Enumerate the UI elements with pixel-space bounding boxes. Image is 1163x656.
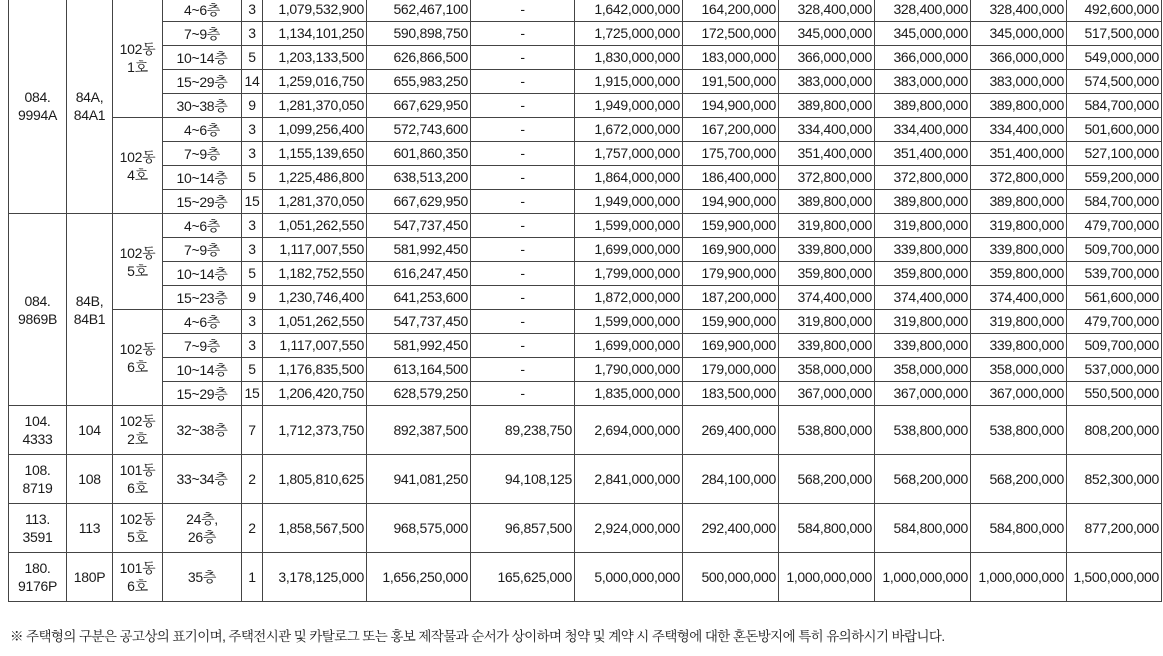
- interim-payment-3-cell: 345,000,000: [971, 22, 1067, 46]
- balance-payment-cell: 550,500,000: [1067, 382, 1162, 406]
- land-price-cell: 1,051,262,550: [263, 214, 367, 238]
- building-price-cell: 613,164,500: [367, 358, 471, 382]
- building-price-cell: 941,081,250: [367, 455, 471, 504]
- floor-range-cell: 10~14층: [163, 166, 242, 190]
- total-price-cell: 1,599,000,000: [575, 214, 683, 238]
- total-price-cell: 1,790,000,000: [575, 358, 683, 382]
- table-row: [9, 94, 1162, 118]
- interim-payment-3-cell: 383,000,000: [971, 70, 1067, 94]
- land-price-cell: 3,178,125,000: [263, 553, 367, 602]
- interim-payment-2-cell: 367,000,000: [875, 382, 971, 406]
- table-row: [9, 406, 1162, 455]
- contract-deposit-cell: 169,900,000: [683, 334, 779, 358]
- land-price-cell: 1,155,139,650: [263, 142, 367, 166]
- balance-payment-cell: 559,200,000: [1067, 166, 1162, 190]
- unit-count-cell: 15: [242, 190, 263, 214]
- total-price-cell: 1,725,000,000: [575, 22, 683, 46]
- housing-type-cell: 084. 9869B: [9, 214, 67, 406]
- floor-range-cell: 35층: [163, 553, 242, 602]
- table-row: [9, 166, 1162, 190]
- unit-count-cell: 15: [242, 382, 263, 406]
- interim-payment-2-cell: 372,800,000: [875, 166, 971, 190]
- vat-cell: -: [471, 190, 575, 214]
- balance-payment-cell: 584,700,000: [1067, 94, 1162, 118]
- unit-line-cell: 102동 5호: [113, 214, 163, 310]
- floor-range-cell: 4~6층: [163, 214, 242, 238]
- building-price-cell: 581,992,450: [367, 334, 471, 358]
- building-price-cell: 616,247,450: [367, 262, 471, 286]
- contract-deposit-cell: 186,400,000: [683, 166, 779, 190]
- land-price-cell: 1,176,835,500: [263, 358, 367, 382]
- building-price-cell: 892,387,500: [367, 406, 471, 455]
- unit-count-cell: 5: [242, 358, 263, 382]
- contract-deposit-cell: 269,400,000: [683, 406, 779, 455]
- building-price-cell: 572,743,600: [367, 118, 471, 142]
- housing-type-cell: 113. 3591: [9, 504, 67, 553]
- floor-range-cell: 15~23층: [163, 286, 242, 310]
- balance-payment-cell: 549,000,000: [1067, 46, 1162, 70]
- total-price-cell: 1,642,000,000: [575, 0, 683, 22]
- land-price-cell: 1,051,262,550: [263, 310, 367, 334]
- table-row: [9, 286, 1162, 310]
- building-price-cell: 667,629,950: [367, 190, 471, 214]
- table-row: [9, 190, 1162, 214]
- unit-count-cell: 3: [242, 118, 263, 142]
- vat-cell: -: [471, 22, 575, 46]
- unit-count-cell: 9: [242, 286, 263, 310]
- interim-payment-3-cell: 389,800,000: [971, 94, 1067, 118]
- land-price-cell: 1,230,746,400: [263, 286, 367, 310]
- unit-line-cell: 102동 5호: [113, 504, 163, 553]
- total-price-cell: 1,699,000,000: [575, 334, 683, 358]
- interim-payment-2-cell: 319,800,000: [875, 310, 971, 334]
- floor-range-cell: 4~6층: [163, 0, 242, 22]
- interim-payment-2-cell: 389,800,000: [875, 94, 971, 118]
- unit-count-cell: 5: [242, 166, 263, 190]
- vat-cell: -: [471, 358, 575, 382]
- table-row: [9, 455, 1162, 504]
- contract-deposit-cell: 194,900,000: [683, 190, 779, 214]
- table-row: [9, 358, 1162, 382]
- total-price-cell: 1,599,000,000: [575, 310, 683, 334]
- contract-deposit-cell: 194,900,000: [683, 94, 779, 118]
- balance-payment-cell: 539,700,000: [1067, 262, 1162, 286]
- total-price-cell: 1,830,000,000: [575, 46, 683, 70]
- vat-cell: 89,238,750: [471, 406, 575, 455]
- total-price-cell: 1,915,000,000: [575, 70, 683, 94]
- contract-deposit-cell: 292,400,000: [683, 504, 779, 553]
- table-row: [9, 142, 1162, 166]
- interim-payment-3-cell: 319,800,000: [971, 214, 1067, 238]
- interim-payment-3-cell: 358,000,000: [971, 358, 1067, 382]
- unit-line-cell: 102동 6호: [113, 310, 163, 406]
- vat-cell: -: [471, 238, 575, 262]
- total-price-cell: 1,864,000,000: [575, 166, 683, 190]
- interim-payment-1-cell: 372,800,000: [779, 166, 875, 190]
- interim-payment-2-cell: 383,000,000: [875, 70, 971, 94]
- floor-range-cell: 10~14층: [163, 46, 242, 70]
- interim-payment-3-cell: 328,400,000: [971, 0, 1067, 22]
- vat-cell: -: [471, 214, 575, 238]
- interim-payment-1-cell: 1,000,000,000: [779, 553, 875, 602]
- building-price-cell: 968,575,000: [367, 504, 471, 553]
- building-price-cell: 641,253,600: [367, 286, 471, 310]
- interim-payment-3-cell: 319,800,000: [971, 310, 1067, 334]
- balance-payment-cell: 877,200,000: [1067, 504, 1162, 553]
- contract-deposit-cell: 172,500,000: [683, 22, 779, 46]
- unit-count-cell: 3: [242, 334, 263, 358]
- balance-payment-cell: 501,600,000: [1067, 118, 1162, 142]
- contract-deposit-cell: 179,000,000: [683, 358, 779, 382]
- contract-deposit-cell: 169,900,000: [683, 238, 779, 262]
- floor-range-cell: 30~38층: [163, 94, 242, 118]
- balance-payment-cell: 808,200,000: [1067, 406, 1162, 455]
- unit-count-cell: 1: [242, 553, 263, 602]
- footnote: ※ 주택형의 구분은 공고상의 표기이며, 주택전시관 및 카탈로그 또는 홍보 제작물과 순서가 상이하며 청약 및 계약 시 주택형에 대한 혼돈방지에 특히 유의하시기 바랍니다.: [10, 629, 945, 644]
- land-price-cell: 1,281,370,050: [263, 190, 367, 214]
- table-row: [9, 553, 1162, 602]
- interim-payment-2-cell: 358,000,000: [875, 358, 971, 382]
- unit-count-cell: 3: [242, 238, 263, 262]
- interim-payment-2-cell: 345,000,000: [875, 22, 971, 46]
- building-price-cell: 581,992,450: [367, 238, 471, 262]
- vat-cell: -: [471, 262, 575, 286]
- table-row: [9, 238, 1162, 262]
- contract-deposit-cell: 164,200,000: [683, 0, 779, 22]
- table-row: [9, 70, 1162, 94]
- balance-payment-cell: 1,500,000,000: [1067, 553, 1162, 602]
- vat-cell: 94,108,125: [471, 455, 575, 504]
- interim-payment-2-cell: 366,000,000: [875, 46, 971, 70]
- building-price-cell: 638,513,200: [367, 166, 471, 190]
- floor-range-cell: 15~29층: [163, 190, 242, 214]
- interim-payment-1-cell: 345,000,000: [779, 22, 875, 46]
- table-row: [9, 118, 1162, 142]
- interim-payment-1-cell: 367,000,000: [779, 382, 875, 406]
- model-cell: 108: [67, 455, 113, 504]
- land-price-cell: 1,182,752,550: [263, 262, 367, 286]
- unit-count-cell: 2: [242, 455, 263, 504]
- model-cell: 113: [67, 504, 113, 553]
- interim-payment-2-cell: 538,800,000: [875, 406, 971, 455]
- model-cell: 180P: [67, 553, 113, 602]
- interim-payment-1-cell: 366,000,000: [779, 46, 875, 70]
- building-price-cell: 626,866,500: [367, 46, 471, 70]
- floor-range-cell: 10~14층: [163, 358, 242, 382]
- interim-payment-3-cell: 1,000,000,000: [971, 553, 1067, 602]
- price-table-body: [9, 0, 1162, 602]
- table-row: [9, 214, 1162, 238]
- floor-range-cell: 24층, 26층: [163, 504, 242, 553]
- balance-payment-cell: 537,000,000: [1067, 358, 1162, 382]
- balance-payment-cell: 509,700,000: [1067, 238, 1162, 262]
- unit-count-cell: 14: [242, 70, 263, 94]
- floor-range-cell: 15~29층: [163, 382, 242, 406]
- interim-payment-1-cell: 374,400,000: [779, 286, 875, 310]
- vat-cell: -: [471, 382, 575, 406]
- model-cell: 104: [67, 406, 113, 455]
- vat-cell: -: [471, 166, 575, 190]
- interim-payment-2-cell: 584,800,000: [875, 504, 971, 553]
- balance-payment-cell: 561,600,000: [1067, 286, 1162, 310]
- vat-cell: -: [471, 310, 575, 334]
- total-price-cell: 2,924,000,000: [575, 504, 683, 553]
- housing-type-cell: 180. 9176P: [9, 553, 67, 602]
- contract-deposit-cell: 175,700,000: [683, 142, 779, 166]
- floor-range-cell: 4~6층: [163, 310, 242, 334]
- interim-payment-1-cell: 584,800,000: [779, 504, 875, 553]
- table-row: [9, 0, 1162, 22]
- housing-type-cell: 084. 9994A: [9, 0, 67, 214]
- interim-payment-3-cell: 339,800,000: [971, 334, 1067, 358]
- floor-range-cell: 7~9층: [163, 22, 242, 46]
- unit-line-cell: 102동 2호: [113, 406, 163, 455]
- floor-range-cell: 32~38층: [163, 406, 242, 455]
- interim-payment-1-cell: 568,200,000: [779, 455, 875, 504]
- total-price-cell: 2,841,000,000: [575, 455, 683, 504]
- land-price-cell: 1,281,370,050: [263, 94, 367, 118]
- total-price-cell: 1,672,000,000: [575, 118, 683, 142]
- interim-payment-1-cell: 358,000,000: [779, 358, 875, 382]
- balance-payment-cell: 574,500,000: [1067, 70, 1162, 94]
- floor-range-cell: 33~34층: [163, 455, 242, 504]
- interim-payment-2-cell: 568,200,000: [875, 455, 971, 504]
- interim-payment-2-cell: 359,800,000: [875, 262, 971, 286]
- table-row: [9, 22, 1162, 46]
- contract-deposit-cell: 187,200,000: [683, 286, 779, 310]
- table-row: [9, 504, 1162, 553]
- contract-deposit-cell: 159,900,000: [683, 214, 779, 238]
- unit-count-cell: 9: [242, 94, 263, 118]
- land-price-cell: 1,099,256,400: [263, 118, 367, 142]
- vat-cell: -: [471, 94, 575, 118]
- floor-range-cell: 7~9층: [163, 334, 242, 358]
- floor-range-cell: 7~9층: [163, 238, 242, 262]
- interim-payment-1-cell: 383,000,000: [779, 70, 875, 94]
- housing-type-cell: 108. 8719: [9, 455, 67, 504]
- balance-payment-cell: 509,700,000: [1067, 334, 1162, 358]
- interim-payment-3-cell: 334,400,000: [971, 118, 1067, 142]
- unit-count-cell: 3: [242, 310, 263, 334]
- balance-payment-cell: 852,300,000: [1067, 455, 1162, 504]
- price-table: [8, 0, 1162, 602]
- interim-payment-2-cell: 1,000,000,000: [875, 553, 971, 602]
- balance-payment-cell: 527,100,000: [1067, 142, 1162, 166]
- balance-payment-cell: 492,600,000: [1067, 0, 1162, 22]
- unit-count-cell: 5: [242, 262, 263, 286]
- building-price-cell: 628,579,250: [367, 382, 471, 406]
- contract-deposit-cell: 191,500,000: [683, 70, 779, 94]
- unit-line-cell: 101동 6호: [113, 455, 163, 504]
- contract-deposit-cell: 500,000,000: [683, 553, 779, 602]
- land-price-cell: 1,712,373,750: [263, 406, 367, 455]
- table-row: [9, 310, 1162, 334]
- interim-payment-1-cell: 334,400,000: [779, 118, 875, 142]
- unit-count-cell: 3: [242, 142, 263, 166]
- table-row: [9, 262, 1162, 286]
- building-price-cell: 562,467,100: [367, 0, 471, 22]
- balance-payment-cell: 479,700,000: [1067, 310, 1162, 334]
- land-price-cell: 1,206,420,750: [263, 382, 367, 406]
- balance-payment-cell: 479,700,000: [1067, 214, 1162, 238]
- vat-cell: -: [471, 142, 575, 166]
- table-row: [9, 334, 1162, 358]
- vat-cell: -: [471, 70, 575, 94]
- vat-cell: 96,857,500: [471, 504, 575, 553]
- land-price-cell: 1,805,810,625: [263, 455, 367, 504]
- unit-line-cell: 102동 4호: [113, 118, 163, 214]
- interim-payment-3-cell: 372,800,000: [971, 166, 1067, 190]
- table-row: [9, 382, 1162, 406]
- floor-range-cell: 7~9층: [163, 142, 242, 166]
- table-row: [9, 46, 1162, 70]
- total-price-cell: 1,757,000,000: [575, 142, 683, 166]
- vat-cell: -: [471, 46, 575, 70]
- interim-payment-2-cell: 328,400,000: [875, 0, 971, 22]
- total-price-cell: 1,835,000,000: [575, 382, 683, 406]
- land-price-cell: 1,203,133,500: [263, 46, 367, 70]
- land-price-cell: 1,858,567,500: [263, 504, 367, 553]
- interim-payment-3-cell: 351,400,000: [971, 142, 1067, 166]
- balance-payment-cell: 517,500,000: [1067, 22, 1162, 46]
- land-price-cell: 1,117,007,550: [263, 334, 367, 358]
- interim-payment-1-cell: 389,800,000: [779, 94, 875, 118]
- interim-payment-2-cell: 374,400,000: [875, 286, 971, 310]
- interim-payment-1-cell: 359,800,000: [779, 262, 875, 286]
- interim-payment-1-cell: 328,400,000: [779, 0, 875, 22]
- housing-type-cell: 104. 4333: [9, 406, 67, 455]
- floor-range-cell: 15~29층: [163, 70, 242, 94]
- contract-deposit-cell: 167,200,000: [683, 118, 779, 142]
- balance-payment-cell: 584,700,000: [1067, 190, 1162, 214]
- model-cell: 84B, 84B1: [67, 214, 113, 406]
- interim-payment-3-cell: 538,800,000: [971, 406, 1067, 455]
- total-price-cell: 1,949,000,000: [575, 190, 683, 214]
- vat-cell: -: [471, 286, 575, 310]
- building-price-cell: 601,860,350: [367, 142, 471, 166]
- interim-payment-2-cell: 351,400,000: [875, 142, 971, 166]
- land-price-cell: 1,134,101,250: [263, 22, 367, 46]
- interim-payment-2-cell: 389,800,000: [875, 190, 971, 214]
- interim-payment-2-cell: 339,800,000: [875, 238, 971, 262]
- contract-deposit-cell: 179,900,000: [683, 262, 779, 286]
- unit-line-cell: 102동 1호: [113, 0, 163, 118]
- vat-cell: -: [471, 118, 575, 142]
- vat-cell: -: [471, 0, 575, 22]
- interim-payment-3-cell: 374,400,000: [971, 286, 1067, 310]
- contract-deposit-cell: 183,000,000: [683, 46, 779, 70]
- unit-count-cell: 7: [242, 406, 263, 455]
- land-price-cell: 1,225,486,800: [263, 166, 367, 190]
- building-price-cell: 667,629,950: [367, 94, 471, 118]
- interim-payment-3-cell: 584,800,000: [971, 504, 1067, 553]
- interim-payment-2-cell: 339,800,000: [875, 334, 971, 358]
- interim-payment-1-cell: 339,800,000: [779, 334, 875, 358]
- total-price-cell: 1,699,000,000: [575, 238, 683, 262]
- land-price-cell: 1,259,016,750: [263, 70, 367, 94]
- interim-payment-2-cell: 334,400,000: [875, 118, 971, 142]
- vat-cell: 165,625,000: [471, 553, 575, 602]
- floor-range-cell: 10~14층: [163, 262, 242, 286]
- interim-payment-3-cell: 339,800,000: [971, 238, 1067, 262]
- total-price-cell: 1,949,000,000: [575, 94, 683, 118]
- total-price-cell: 2,694,000,000: [575, 406, 683, 455]
- vat-cell: -: [471, 334, 575, 358]
- total-price-cell: 1,872,000,000: [575, 286, 683, 310]
- interim-payment-1-cell: 319,800,000: [779, 214, 875, 238]
- interim-payment-3-cell: 389,800,000: [971, 190, 1067, 214]
- contract-deposit-cell: 183,500,000: [683, 382, 779, 406]
- building-price-cell: 655,983,250: [367, 70, 471, 94]
- model-cell: 84A, 84A1: [67, 0, 113, 214]
- interim-payment-1-cell: 351,400,000: [779, 142, 875, 166]
- contract-deposit-cell: 284,100,000: [683, 455, 779, 504]
- building-price-cell: 547,737,450: [367, 310, 471, 334]
- interim-payment-2-cell: 319,800,000: [875, 214, 971, 238]
- building-price-cell: 547,737,450: [367, 214, 471, 238]
- total-price-cell: 5,000,000,000: [575, 553, 683, 602]
- interim-payment-1-cell: 389,800,000: [779, 190, 875, 214]
- unit-count-cell: 3: [242, 0, 263, 22]
- interim-payment-1-cell: 319,800,000: [779, 310, 875, 334]
- interim-payment-1-cell: 538,800,000: [779, 406, 875, 455]
- unit-count-cell: 3: [242, 214, 263, 238]
- interim-payment-3-cell: 367,000,000: [971, 382, 1067, 406]
- building-price-cell: 1,656,250,000: [367, 553, 471, 602]
- interim-payment-3-cell: 366,000,000: [971, 46, 1067, 70]
- interim-payment-3-cell: 359,800,000: [971, 262, 1067, 286]
- total-price-cell: 1,799,000,000: [575, 262, 683, 286]
- unit-count-cell: 5: [242, 46, 263, 70]
- unit-count-cell: 3: [242, 22, 263, 46]
- unit-line-cell: 101동 6호: [113, 553, 163, 602]
- contract-deposit-cell: 159,900,000: [683, 310, 779, 334]
- interim-payment-1-cell: 339,800,000: [779, 238, 875, 262]
- land-price-cell: 1,117,007,550: [263, 238, 367, 262]
- land-price-cell: 1,079,532,900: [263, 0, 367, 22]
- building-price-cell: 590,898,750: [367, 22, 471, 46]
- interim-payment-3-cell: 568,200,000: [971, 455, 1067, 504]
- unit-count-cell: 2: [242, 504, 263, 553]
- floor-range-cell: 4~6층: [163, 118, 242, 142]
